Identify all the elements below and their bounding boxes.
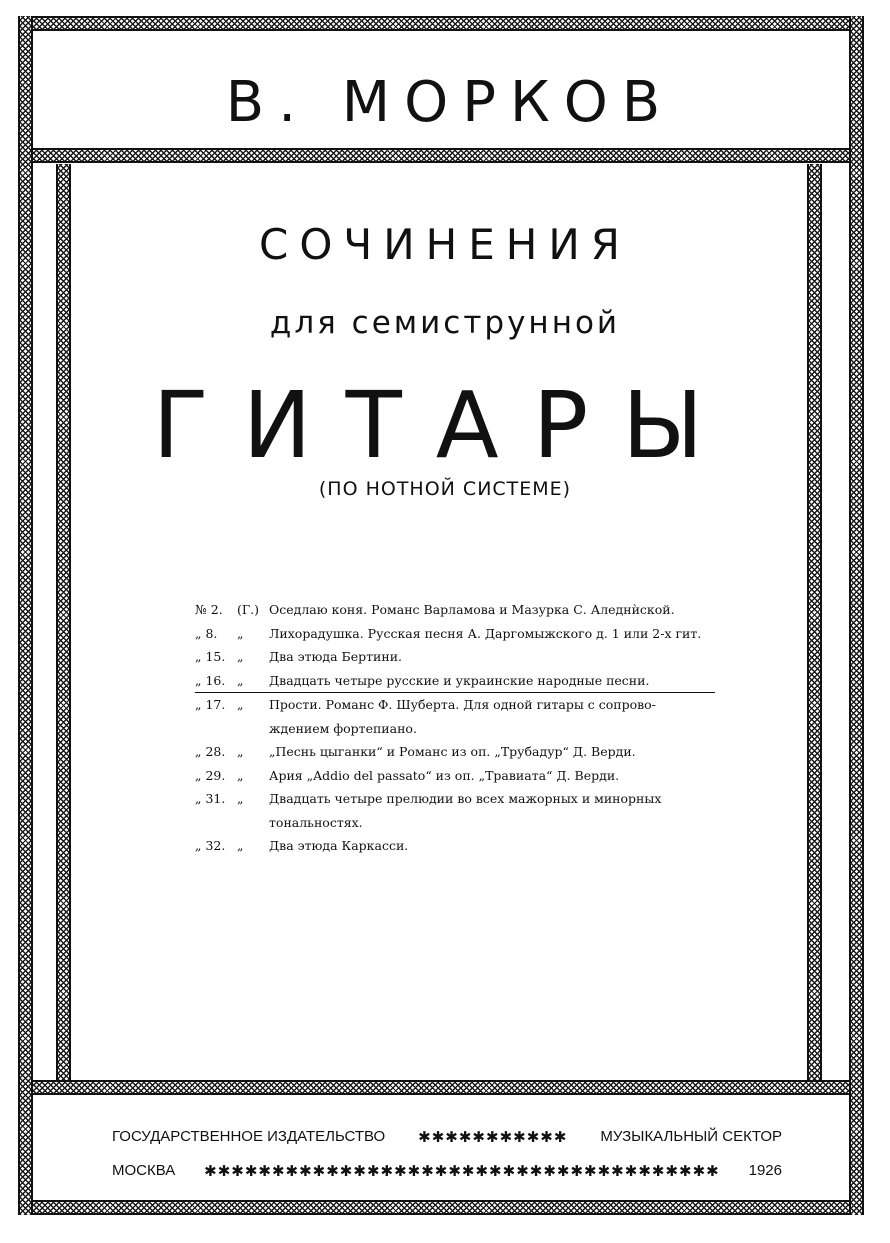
left-border-outer <box>18 16 33 1215</box>
guitar-heading: ГИТАРЫ <box>152 372 738 479</box>
publication-year: 1926 <box>748 1162 782 1179</box>
list-item: „ 32. „ Два этюда Каркасси. <box>195 838 409 853</box>
footer-divider <box>18 1080 864 1095</box>
publisher-sector: МУЗЫКАЛЬНЫЙ СЕКТОР <box>600 1128 782 1145</box>
author-name: В. МОРКОВ <box>225 70 675 135</box>
right-border-outer <box>849 16 864 1215</box>
list-item-continuation: тональностях. <box>269 814 363 830</box>
list-item: „ 31. „ Двадцать четыре прелюдии во всех мажорных и минорных <box>195 791 662 806</box>
list-item: „ 15. „ Два этюда Бертини. <box>195 649 403 664</box>
list-item: „ 29. „ Ария „Addio del passato“ из оп. „Травиата“ Д. Верди. <box>195 767 620 783</box>
list-item: „ 8. „ Лихорадушка. Русская песня А. Даргомыжского д. 1 или 2-х гит. <box>195 625 702 641</box>
list-item: „ 28. „ „Песнь цыганки“ и Романс из оп. „Трубадур“ Д. Верди. <box>195 744 636 759</box>
list-item-continuation: ждением фортепиано. <box>269 720 417 736</box>
list-item: „ 16. „ Двадцать четыре русские и украинские народные песни. <box>195 669 715 694</box>
works-heading: СОЧИНЕНИЯ <box>259 220 631 269</box>
publisher-name: ГОСУДАРСТВЕННОЕ ИЗДАТЕЛЬСТВО <box>112 1128 386 1145</box>
publisher-line <box>112 1128 782 1146</box>
list-item: „ 17. „ Прости. Романс Ф. Шуберта. Для одной гитары с сопрово- <box>195 697 656 712</box>
seven-string-subtitle: для семиструнной <box>269 305 621 341</box>
list-item: № 2. (Г.) Оседлаю коня. Романс Варламова и Мазурка С. Аледнѝской. <box>195 602 675 617</box>
star-ornament: ✱✱✱✱✱✱✱✱✱✱✱ <box>418 1129 568 1146</box>
header-divider <box>18 148 864 163</box>
right-border-inner <box>807 164 822 1080</box>
city-line <box>112 1162 782 1180</box>
bottom-border <box>18 1200 864 1215</box>
works-list <box>195 598 715 858</box>
publisher-city: МОСКВА <box>112 1162 176 1179</box>
notation-note: (ПО НОТНОЙ СИСТЕМЕ) <box>318 478 572 500</box>
top-border <box>18 16 864 31</box>
star-ornament: ✱✱✱✱✱✱✱✱✱✱✱✱✱✱✱✱✱✱✱✱✱✱✱✱✱✱✱✱✱✱✱✱✱✱✱✱✱✱ <box>204 1163 720 1180</box>
left-border-inner <box>56 164 71 1080</box>
